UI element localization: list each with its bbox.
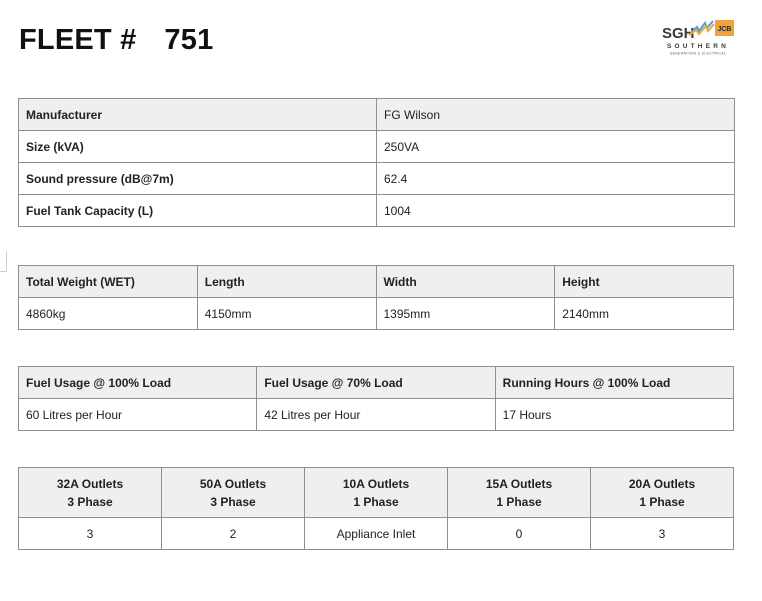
table-row [19, 131, 735, 163]
spec-value: FG Wilson [377, 99, 735, 131]
table-cell: 4150mm [197, 298, 376, 330]
table-cell: 3 [19, 518, 162, 550]
logo-tagline: GENERATORS & ELECTRICAL [669, 51, 727, 56]
table-cell: 2 [162, 518, 305, 550]
spec-value: 250VA [377, 131, 735, 163]
fuel-table [18, 366, 734, 431]
table-header-row [19, 266, 734, 298]
outlet-phase: 1 Phase [496, 494, 542, 509]
table-cell: 0 [448, 518, 591, 550]
column-header: Width [376, 266, 555, 298]
spec-label: Manufacturer [19, 99, 377, 131]
column-header: Length [197, 266, 376, 298]
logo-name: SOUTHERN [666, 43, 730, 50]
dimensions-table [18, 265, 734, 330]
table-cell: 42 Litres per Hour [257, 399, 495, 431]
table-cell: 4860kg [19, 298, 198, 330]
spec-label: Sound pressure (dB@7m) [19, 163, 377, 195]
table-cell: 60 Litres per Hour [19, 399, 257, 431]
column-header: Total Weight (WET) [19, 266, 198, 298]
table-cell: 17 Hours [495, 399, 733, 431]
outlet-phase: 3 Phase [67, 494, 113, 509]
spec-label: Size (kVA) [19, 131, 377, 163]
outlet-type: 32A Outlets [56, 476, 124, 491]
margin-marker [0, 251, 7, 272]
table-row [19, 195, 735, 227]
column-header: Height [555, 266, 734, 298]
outlet-type: 10A Outlets [342, 476, 410, 491]
logo-badge-text: JCB [717, 26, 732, 33]
fleet-label: FLEET # [19, 24, 137, 56]
specs-table [18, 98, 735, 227]
outlet-type: 20A Outlets [628, 476, 696, 491]
column-header [19, 468, 162, 518]
outlet-type: 50A Outlets [199, 476, 267, 491]
table-header-row [19, 468, 734, 518]
spec-value: 62.4 [377, 163, 735, 195]
logo-brand: SGH [662, 25, 695, 42]
table-cell: 3 [591, 518, 734, 550]
page-title [19, 24, 213, 57]
spec-value: 1004 [377, 195, 735, 227]
table-cell: 1395mm [376, 298, 555, 330]
outlet-phase: 1 Phase [353, 494, 399, 509]
column-header: Running Hours @ 100% Load [495, 367, 733, 399]
column-header [591, 468, 734, 518]
table-cell: Appliance Inlet [305, 518, 448, 550]
table-row [19, 163, 735, 195]
company-logo [661, 19, 735, 57]
table-row [19, 399, 734, 431]
column-header [448, 468, 591, 518]
table-row [19, 298, 734, 330]
column-header [305, 468, 448, 518]
outlets-table [18, 467, 734, 550]
table-row [19, 99, 735, 131]
outlet-type: 15A Outlets [485, 476, 553, 491]
table-header-row [19, 367, 734, 399]
table-cell: 2140mm [555, 298, 734, 330]
fleet-number: 751 [164, 24, 214, 56]
outlet-phase: 1 Phase [639, 494, 685, 509]
column-header: Fuel Usage @ 100% Load [19, 367, 257, 399]
table-row [19, 518, 734, 550]
column-header [162, 468, 305, 518]
outlet-phase: 3 Phase [210, 494, 256, 509]
column-header: Fuel Usage @ 70% Load [257, 367, 495, 399]
spec-label: Fuel Tank Capacity (L) [19, 195, 377, 227]
